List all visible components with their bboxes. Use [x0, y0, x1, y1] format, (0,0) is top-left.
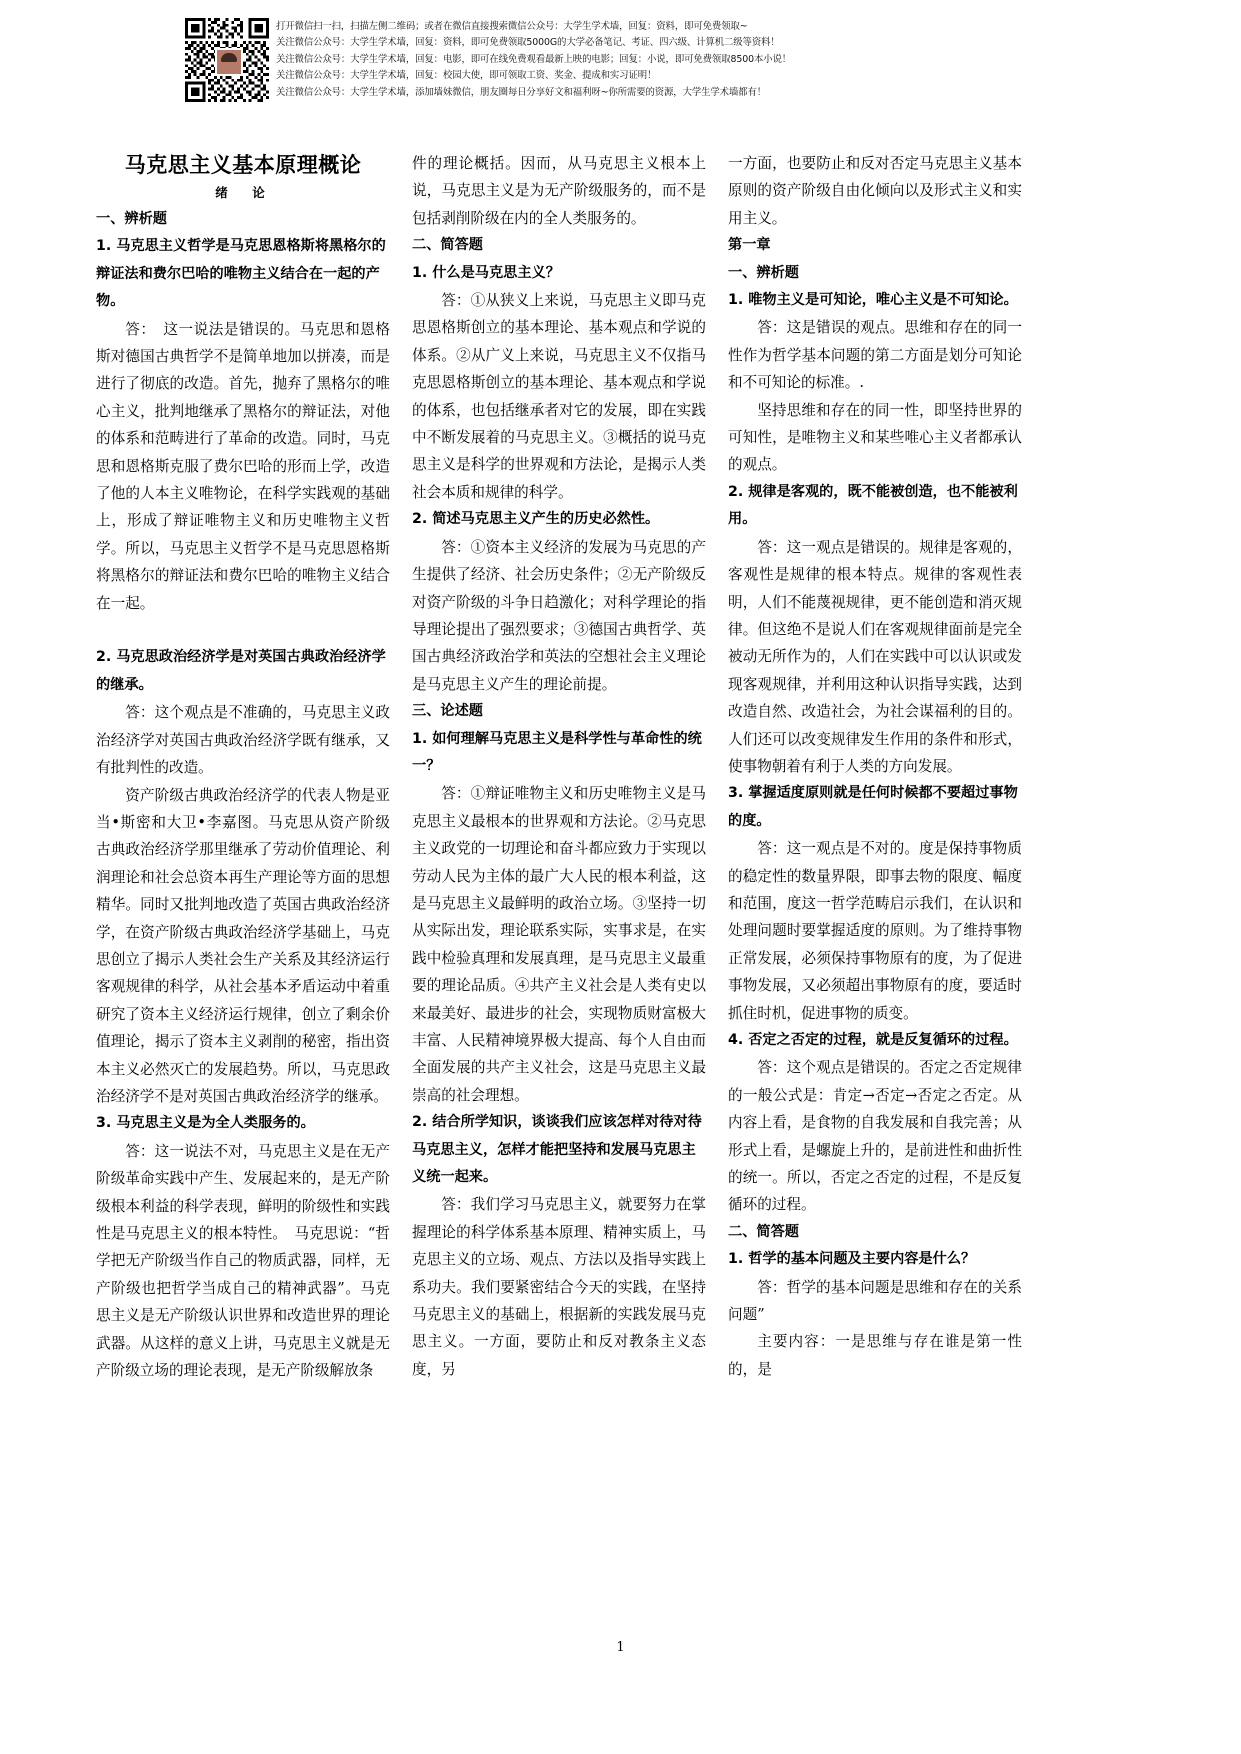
question-heading: 1. 马克思主义哲学是马克思恩格斯将黑格尔的辩证法和费尔巴哈的唯物主义结合在一起的产物。 [96, 238, 386, 310]
promo-line-1: 打开微信扫一扫，扫描左侧二维码；或者在微信直接搜索微信公众号：大学生学术墙，回复：资料，即可免费领取~ [276, 21, 748, 32]
question-heading: 1. 什么是马克思主义？ [412, 264, 560, 281]
answer-paragraph: 答：①从狭义上来说，马克思主义即马克思恩格斯创立的基本理论、基本观点和学说的体系。②从广义上来说，马克思主义不仅指马克思恩格斯创立的基本理论、基本观点和学说的体系，也包括继承者对它的发展，即在实践中不断发展着的马克思主义。③概括的说马克思主义是科学的世界观和方法论，是揭示人类社会本质和规律的科学。 [412, 292, 706, 501]
continuation-paragraph: 件的理论概括。因而，从马克思主义根本上说，马克思主义是为无产阶级服务的，而不是包括剥削阶级在内的全人类服务的。 [412, 155, 706, 227]
answer-paragraph: 答：哲学的基本问题是思维和存在的关系问题” [728, 1278, 1022, 1324]
answer-paragraph: 答： 这一说法是错误的。马克思和恩格斯对德国古典哲学不是简单地加以拼凑，而是进行了彻底的改造。首先，抛弃了黑格尔的唯心主义，批判地继承了黑格尔的辩证法，对他的体系和范畴进行了革命的改造。同时，马克思和恩格斯克服了费尔巴哈的形而上学，改造了他的人本主义唯物论，在科学实践观的基础上，形成了辩证唯物主义和历史唯物主义哲学。所以，马克思主义哲学不是马克思恩格斯将黑格尔的辩证法和费尔巴哈的唯物主义结合在一起。 [96, 320, 390, 612]
answer-paragraph: 答：这一说法不对，马克思主义是在无产阶级革命实践中产生、发展起来的，是无产阶级根本利益的科学表现，鲜明的阶级性和实践性是马克思主义的根本特性。 马克思说：“哲学把无产阶级当作自己的物质武器，同样，无产阶级也把哲学当成自己的精神武器”。马克思主义是无产阶级认识世界和改造世界的理论武器。从这样的意义上讲，马克思主义就是无产阶级立场的理论表现，是无产阶级解放条 [96, 1142, 390, 1380]
answer-paragraph: 主要内容：一是思维与存在谁是第一性的，是 [728, 1333, 1022, 1378]
chapter-heading: 第一章 [728, 237, 771, 254]
answer-paragraph: 答：这是错误的观点。思维和存在的同一性作为哲学基本问题的第二方面是划分可知论和不可知论的标准。. [728, 319, 1022, 392]
column-2 [412, 150, 706, 1384]
section-heading: 二、简答题 [728, 1223, 799, 1240]
page-subtitle: 绪 论 [215, 185, 271, 200]
page-title: 马克思主义基本原理概论 [124, 153, 362, 177]
question-heading: 3. 掌握适度原则就是任何时候都不要超过事物的度。 [728, 785, 1018, 829]
promo-line-5: 关注微信公众号：大学生学术墙，添加墙妹微信，朋友圈每日分享好文和福利呀~你所需要的资源，大学生学术墙都有！ [276, 86, 767, 98]
answer-paragraph: 答：我们学习马克思主义，就要努力在掌握理论的科学体系基本原理、精神实质上，马克思主义的立场、观点、方法以及指导实践上系功夫。我们要紧密结合今天的实践，在坚持马克思主义的基础上，根据新的实践发展马克思主义。一方面，要防止和反对教条主义态度，另 [412, 1196, 706, 1378]
spacer [96, 617, 390, 644]
wechat-qr-code [185, 18, 269, 102]
answer-paragraph: 答：①资本主义经济的发展为马克思的产生提供了经济、社会历史条件；②无产阶级反对资产阶级的斗争日趋激化；对科学理论的指导理论提出了强烈要求；③德国古典哲学、英国古典经济政治学和英法的空想社会主义理论是马克思主义产生的理论前提。 [412, 538, 706, 693]
question-heading: 1. 唯物主义是可知论，唯心主义是不可知论。 [728, 292, 1018, 309]
promo-banner [185, 18, 1015, 104]
document-page [0, 150, 1241, 1384]
column-3 [728, 150, 1022, 1384]
question-heading: 2. 简述马克思主义产生的历史必然性。 [412, 511, 660, 528]
page-number: 1 [616, 1640, 625, 1655]
section-heading: 一、辨析题 [96, 211, 167, 227]
answer-paragraph: 答：这一观点是错误的。规律是客观的，客观性是规律的根本特点。规律的客观性表明，人们不能蔑视规律，更不能创造和消灭规律。但这绝不是说人们在客观规律面前是完全被动无所作为的，人们在实践中可以认识或发现客观规律，并利用这种认识指导实践，达到改造自然、改造社会，为社会谋福利的目的。人们还可以改变规律发生作用的条件和形式，使事物朝着有利于人类的方向发展。 [728, 538, 1022, 775]
promo-text-block [276, 18, 791, 101]
continuation-paragraph: 一方面，也要防止和反对否定马克思主义基本原则的资产阶级自由化倾向以及形式主义和实用主义。 [728, 155, 1022, 227]
question-heading: 1. 如何理解马克思主义是科学性与革命性的统一？ [412, 730, 702, 774]
promo-line-4: 关注微信公众号：大学生学术墙，回复：校园大使，即可领取工资、奖金、提成和实习证明！ [276, 70, 657, 82]
question-heading: 2. 规律是客观的，既不能被创造，也不能被利用。 [728, 483, 1018, 528]
section-heading: 三、论述题 [412, 703, 483, 720]
promo-line-2: 关注微信公众号：大学生学术墙，回复：资料，即可免费领取5000G的大学必备笔记、考证、四六级、计算机二级等资料！ [276, 37, 780, 49]
promo-line-3: 关注微信公众号：大学生学术墙，回复：电影，即可在线免费观看最新上映的电影；回复：小说，即可免费领取8500本小说！ [276, 53, 792, 65]
question-heading: 4. 否定之否定的过程，就是反复循环的过程。 [728, 1032, 1018, 1048]
answer-paragraph: 坚持思维和存在的同一性，即坚持世界的可知性，是唯物主义和某些唯心主义者都承认的观点。 [728, 401, 1022, 474]
three-column-layout [0, 150, 1241, 1384]
answer-paragraph: 答：这个观点是错误的。否定之否定规律的一般公式是：肯定→否定→否定之否定。从内容上看，是食物的自我发展和自我完善；从形式上看，是螺旋上升的，是前进性和曲折性的统一。所以，否定之否定的过程，不是反复循环的过程。 [728, 1059, 1022, 1214]
answer-paragraph: 答：①辩证唯物主义和历史唯物主义是马克思主义最根本的世界观和方法论。②马克思主义政党的一切理论和奋斗都应致力于实现以劳动人民为主体的最广大人民的根本利益，这是马克思主义最鲜明的政治立场。③坚持一切从实际出发，理论联系实际，实事求是，在实践中检验真理和发展真理，是马克思主义最重要的理论品质。④共产主义社会是人类有史以来最美好、最进步的社会，实现物质财富极大丰富、人民精神境界极大提高、每个人自由而全面发展的共产主义社会，这是马克思主义最崇高的社会理想。 [412, 785, 706, 1104]
question-heading: 2. 马克思政治经济学是对英国古典政治经济学的继承。 [96, 649, 386, 693]
section-heading: 二、简答题 [412, 237, 483, 254]
answer-paragraph: 答：这一观点是不对的。度是保持事物质的稳定性的数量界限，即事去物的限度、幅度和范围，度这一哲学范畴启示我们，在认识和处理问题时要掌握适度的原则。为了维持事物正常发展，必须保持事物原有的度，为了促进事物发展，又必须超出事物原有的度，要适时抓住时机，促进事物的质变。 [728, 840, 1022, 1022]
question-heading: 2. 结合所学知识，谈谈我们应该怎样对待对待马克思主义，怎样才能把坚持和发展马克思主义统一起来。 [412, 1114, 702, 1186]
column-1 [96, 150, 390, 1384]
answer-paragraph: 资产阶级古典政治经济学的代表人物是亚当•斯密和大卫•李嘉图。马克思从资产阶级古典政治经济学那里继承了劳动价值理论、利润理论和社会总资本再生产理论等方面的思想精华。同时又批判地改造了英国古典政治经济学，在资产阶级古典政治经济学基础上，马克思创立了揭示人类社会生产关系及其经济运行客观规律的科学，从社会基本矛盾运动中着重研究了资本主义经济运行规律，创立了剩余价值理论，揭示了资本主义剥削的秘密，指出资本主义必然灭亡的发展趋势。所以，马克思政治经济学不是对英国古典政治经济学的继承。 [96, 786, 390, 1105]
question-heading: 1. 哲学的基本问题及主要内容是什么？ [728, 1251, 976, 1268]
qr-center-avatar [215, 48, 243, 76]
question-heading: 3. 马克思主义是为全人类服务的。 [96, 1115, 315, 1132]
section-heading: 一、辨析题 [728, 264, 799, 281]
answer-paragraph: 答：这个观点是不准确的，马克思主义政治经济学对英国古典政治经济学既有继承，又有批判性的改造。 [96, 704, 390, 777]
